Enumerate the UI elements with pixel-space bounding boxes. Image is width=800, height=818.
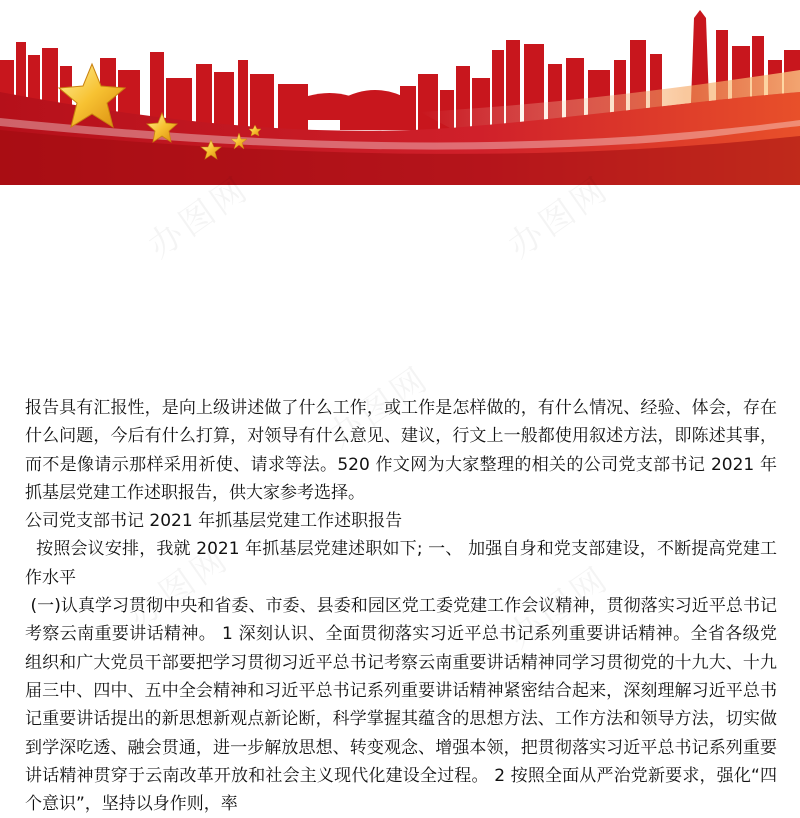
- document-title: 公司党支部书记 2021 年抓基层党建工作述职报告: [25, 511, 403, 532]
- document-body: [25, 394, 777, 818]
- body-paragraph: (一)认真学习贯彻中央和省委、市委、县委和园区党工委党建工作会议精神，贯彻落实习近平总书记考察云南重要讲话精神。 1 深刻认识、全面贯彻落实习近平总书记系列重要讲话精神。全省各级党组织和广大党员干部要把学习贯彻习近平总书记考察云南重要讲话精神同学习贯彻党的十九大、十九届三中、四中、五中全会精神和习近平总书记系列重要讲话精神紧密结合起来，深刻理解习近平总书记重要讲话提出的新思想新观点新论断，科学掌握其蕴含的思想方法、工作方法和领导方法，切实做到学深吃透、融会贯通，进一步解放思想、转变观念、增强本领，把贯彻落实习近平总书记系列重要讲话精神贯穿于云南改革开放和社会主义现代化建设全过程。 2 按照全面从严治党新要求，强化“四个意识”，坚持以身作则，率: [25, 596, 778, 815]
- body-paragraph: 按照会议安排，我就 2021 年抓基层党建述职如下; 一、 加强自身和党支部建设，不断提高党建工作水平: [25, 539, 777, 588]
- header-banner: [0, 0, 800, 185]
- intro-paragraph: 报告具有汇报性，是向上级讲述做了什么工作，或工作是怎样做的，有什么情况、经验、体会，存在什么问题，今后有什么打算，对领导有什么意见、建议，行文上一般都使用叙述方法，即陈述其事，而不是像请示那样采用祈使、请求等法。520 作文网为大家整理的相关的公司党支部书记 2021 年抓基层党建工作述职报告，供大家参考选择。: [25, 398, 777, 503]
